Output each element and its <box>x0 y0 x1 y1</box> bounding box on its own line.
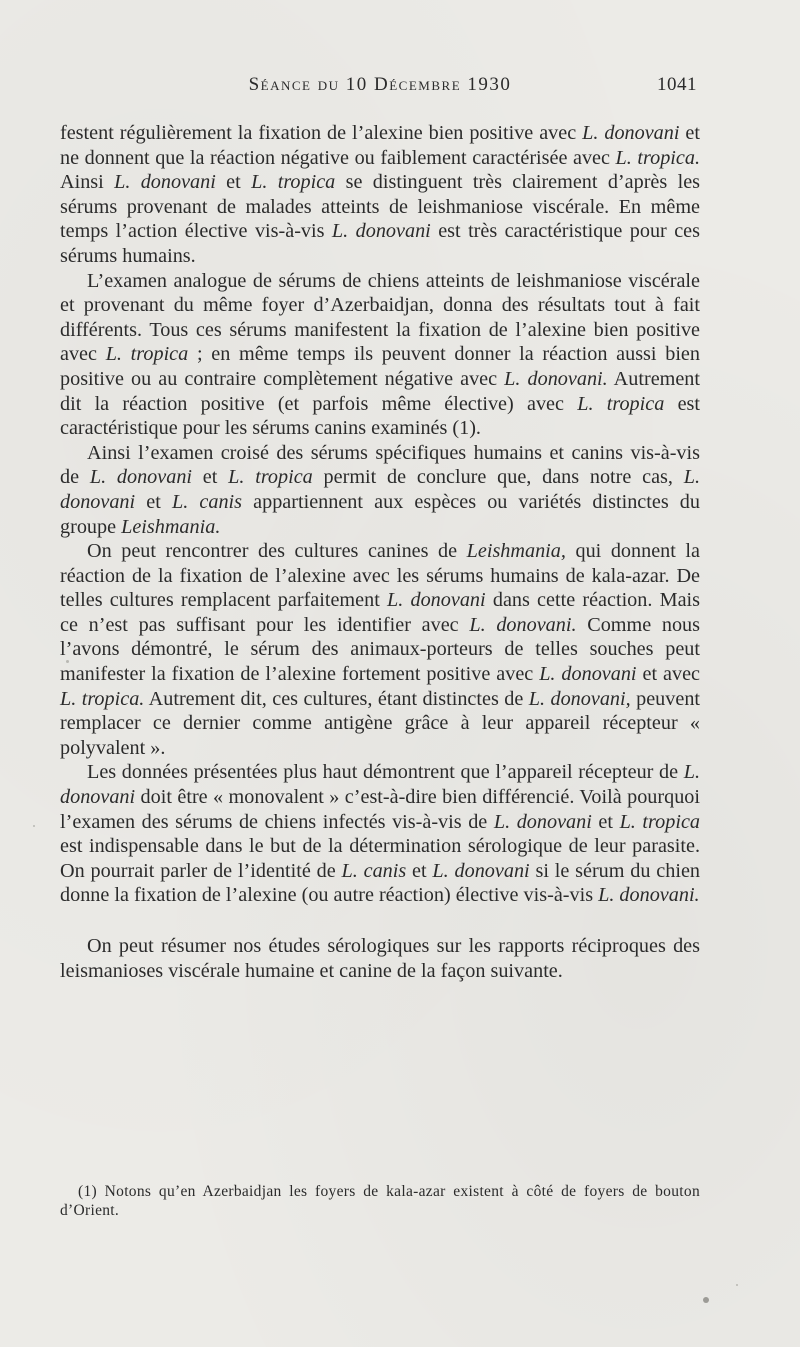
italic-text-run: L. donovani <box>331 220 431 243</box>
italic-text-run: L. tropica <box>619 810 700 833</box>
italic-text-run: L. donovani <box>114 171 216 194</box>
text-run: Autrement dit la réaction positive (et parfois même élective) avec <box>60 367 701 415</box>
text-run: On peut résumer nos études sérologiques sur les rapports réciproques des leismanioses viscérale humaine et canine de la façon suivante. <box>60 935 700 982</box>
text-run: ; en même temps ils peuvent donner la réaction aussi bien positive ou au contraire complètement négative avec <box>60 343 700 390</box>
text-run: permit de conclure que, dans notre cas, <box>312 466 684 489</box>
italic-text-run: L. donovani. <box>469 613 577 636</box>
italic-text-run: L. donovani <box>582 122 680 144</box>
text-run: et <box>192 466 229 489</box>
paragraph <box>60 269 700 441</box>
scan-speck <box>703 1297 709 1303</box>
page-header <box>60 74 700 104</box>
italic-text-run: L. tropica. <box>60 687 145 710</box>
italic-text-run: L. donovani, <box>528 687 631 710</box>
scan-speck <box>736 1284 738 1286</box>
text-run: dans cette réaction. Mais ce n’est pas suffisant pour les identifier avec <box>60 589 700 636</box>
text-run: est indispensable dans le but de la détermination sérologique de leur parasite. On pourrait parler de l’identité de <box>60 835 700 882</box>
paragraph <box>60 760 700 908</box>
text-run: Ainsi l’examen croisé des sérums spécifiques humains et canins vis-à-vis de <box>60 441 700 489</box>
italic-text-run: L. canis <box>171 490 243 513</box>
text-run: On peut rencontrer des cultures canines de <box>87 540 467 563</box>
italic-text-run: L. tropica. <box>615 146 700 169</box>
italic-text-run: L. donovani. <box>504 367 608 390</box>
page-number: 1041 <box>657 74 697 95</box>
italic-text-run: Leishmania. <box>121 515 221 538</box>
text-run: et avec <box>636 663 700 686</box>
text-run: est très caractéristique pour ces sérums humains. <box>60 220 700 267</box>
italic-text-run: L. donovani <box>387 589 486 612</box>
italic-text-run: L. tropica <box>228 466 313 489</box>
italic-text-run: L. donovani <box>539 663 637 686</box>
text-run: peuvent remplacer ce dernier comme antigène grâce à leur appareil récepteur « polyvalent ». <box>60 687 701 759</box>
italic-text-run: L. donovani <box>432 859 530 882</box>
text-run: L’examen analogue de sérums de chiens atteints de leishmaniose viscérale et provenant du même foyer d’Azerbaidjan, donna des résultats tout à fait différents. Tous ces sérums manifestent la fixation de l’alexine bien positive avec <box>60 269 700 366</box>
text-run: Les données présentées plus haut démontrent que l’appareil récepteur de <box>87 761 684 784</box>
paragraph <box>60 539 700 760</box>
text-run: et <box>406 859 433 882</box>
text-run: et <box>135 490 172 513</box>
body-text <box>60 121 700 983</box>
running-title: Séance du 10 Décembre 1930 <box>248 74 512 95</box>
text-run: Comme nous l’avons démontré, le sérum des animaux-porteurs de telles souches peut manifester la fixation de l’alexine fortement positive avec <box>60 613 701 686</box>
text-run: appartiennent aux espèces ou variétés distinctes du groupe <box>60 490 700 538</box>
paragraph <box>60 121 700 269</box>
italic-text-run: L. tropica <box>251 171 336 194</box>
text-run: Autrement dit, ces cultures, étant distinctes de <box>144 687 529 710</box>
paragraph <box>60 934 700 983</box>
italic-text-run: L. donovani <box>60 761 700 809</box>
text-run: qui donnent la réaction de la fixation de l’alexine avec les sérums humains de kala-azar. De telles cultures remplacent parfaitement <box>60 540 700 612</box>
italic-text-run: L. donovani <box>89 466 193 489</box>
italic-text-run: L. canis <box>341 859 407 882</box>
scan-speck <box>66 660 69 663</box>
italic-text-run: L. donovani. <box>598 884 700 907</box>
italic-text-run: L. tropica <box>105 343 189 366</box>
text-run: se distinguent très clairement d’après les sérums provenant de malades atteints de leishmaniose viscérale. En même temps l’action élective vis-à-vis <box>60 171 701 243</box>
italic-text-run: L. donovani <box>493 810 592 833</box>
italic-text-run: Leishmania, <box>466 540 566 563</box>
paragraph <box>60 441 700 539</box>
footnote: (1) Notons qu’en Azerbaidjan les foyers de kala-azar existent à côté de foyers de bouton d’Orient. <box>60 1183 700 1219</box>
text-run: doit être « monovalent » c’est-à-dire bien différencié. Voilà pourquoi l’examen des sérums de chiens infectés vis-à-vis de <box>60 786 700 833</box>
text-run: et <box>591 810 620 833</box>
text-run: est caractéristique pour les sérums canins examinés (1). <box>60 392 700 440</box>
text-run: et ne donnent que la réaction négative ou faiblement caractérisée avec <box>60 122 701 169</box>
text-run: et <box>215 171 252 194</box>
italic-text-run: L. tropica <box>577 392 665 415</box>
italic-text-run: L. donovani <box>60 466 701 513</box>
text-run: si le sérum du chien donne la fixation de l’alexine (ou autre réaction) élective vis-à-vis <box>60 859 700 907</box>
text-run: Ainsi <box>60 171 115 194</box>
text-run: festent régulièrement la fixation de l’alexine bien positive avec <box>60 122 583 144</box>
scan-speck <box>33 825 35 827</box>
